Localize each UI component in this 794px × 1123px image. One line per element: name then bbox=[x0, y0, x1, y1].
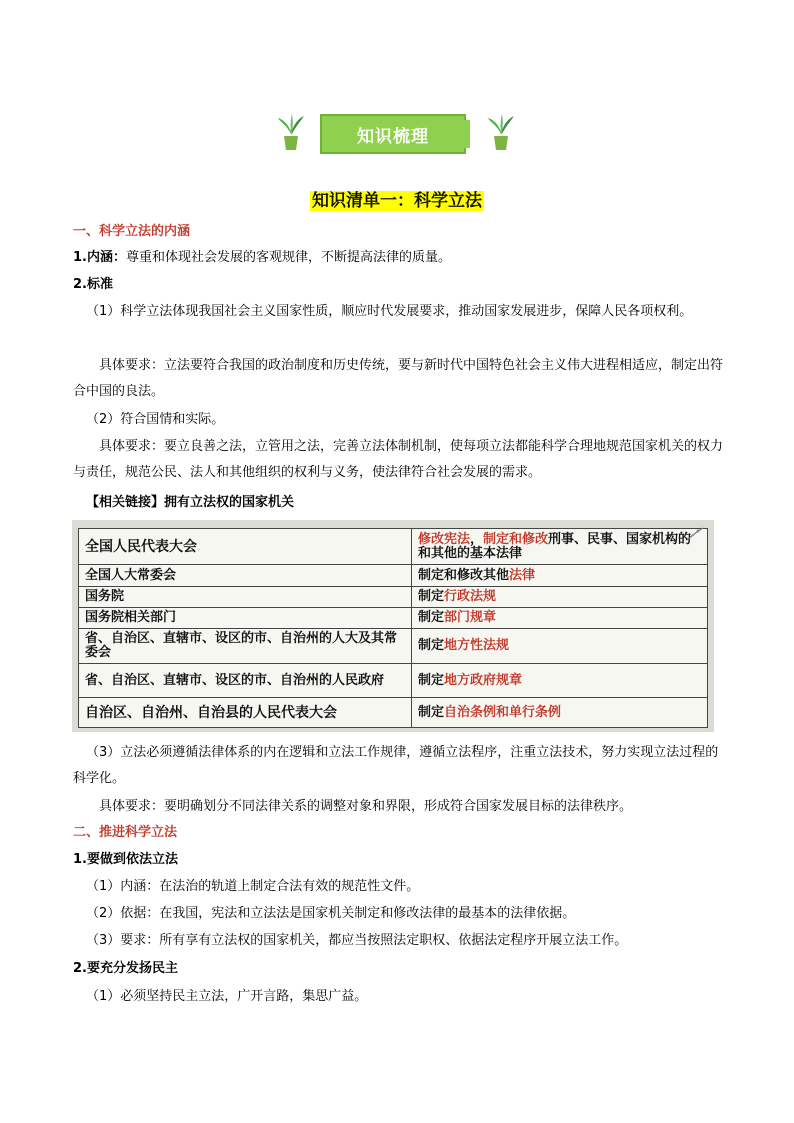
power-text: 制定 bbox=[418, 704, 445, 720]
related-link-label: 【相关链接】拥有立法权的国家机关 bbox=[86, 495, 295, 510]
table-cell-power bbox=[412, 698, 708, 728]
table-cell-power bbox=[412, 565, 708, 587]
lawful-legislation-item-1: （1）内涵：在法治的轨道上制定合法有效的规范性文件。 bbox=[86, 879, 420, 894]
table-cell-power bbox=[412, 629, 708, 664]
table-cell-org: 国务院相关部门 bbox=[79, 608, 412, 629]
potted-plant-icon bbox=[276, 112, 306, 152]
table-cell-power bbox=[412, 664, 708, 698]
power-highlight: 行政法规 bbox=[444, 589, 497, 604]
lawful-legislation-heading: 1.要做到依法立法 bbox=[73, 852, 178, 867]
table-cell-org: 全国人大常委会 bbox=[79, 565, 412, 587]
connotation-text: 尊重和体现社会发展的客观规律，不断提高法律的质量。 bbox=[125, 250, 451, 265]
lawful-legislation-item-2: （2）依据：在我国，宪法和立法法是国家机关制定和修改法律的最基本的法律依据。 bbox=[86, 906, 576, 921]
table-row bbox=[79, 698, 708, 728]
power-highlight: 修改宪法 bbox=[418, 531, 471, 547]
section-title bbox=[0, 186, 794, 211]
standard-2-requirement: 具体要求：要立良善之法，立管用之法，完善立法体制机制，使每项立法都能科学合理地规范国家机关的权力与责任，规范公民、法人和其他组织的权利与义务，使法律符合社会发展的需求。 bbox=[73, 439, 724, 480]
standard-3-requirement: 具体要求：要明确划分不同法律关系的调整对象和界限，形成符合国家发展目标的法律秩序。 bbox=[99, 799, 633, 814]
table-row bbox=[79, 587, 708, 608]
table-row bbox=[79, 608, 708, 629]
table-cell-org: 省、自治区、直辖市、设区的市、自治州的人民政府 bbox=[79, 664, 412, 698]
branch-decoration-icon bbox=[686, 526, 704, 542]
banner-title: 知识梳理 bbox=[357, 126, 429, 147]
power-highlight: 地方政府规章 bbox=[444, 672, 523, 688]
table-cell-org: 省、自治区、直辖市、设区的市、自治州的人大及其常委会 bbox=[79, 629, 412, 664]
part1-heading: 一、科学立法的内涵 bbox=[73, 224, 191, 239]
power-text: 刑事、民事、国家机构的和其他的基本法律 bbox=[418, 531, 692, 561]
power-highlight: 自治条例和单行条例 bbox=[444, 704, 562, 720]
standard-label: 2.标准 bbox=[73, 277, 113, 292]
democracy-item-1: （1）必须坚持民主立法，广开言路，集思广益。 bbox=[86, 989, 368, 1004]
part2-heading: 二、推进科学立法 bbox=[73, 825, 178, 840]
connotation-label: 1.内涵： bbox=[73, 250, 126, 265]
table-row bbox=[79, 629, 708, 664]
table-cell-org: 自治区、自治州、自治县的人民代表大会 bbox=[79, 698, 412, 728]
legislative-bodies-table-panel bbox=[72, 520, 714, 732]
standard-2: （2）符合国情和实际。 bbox=[86, 412, 225, 427]
section-banner bbox=[276, 112, 516, 160]
table-cell-power bbox=[412, 587, 708, 608]
table-cell-power bbox=[412, 529, 708, 565]
power-text: 制定 bbox=[418, 589, 445, 604]
power-highlight: 部门规章 bbox=[444, 610, 497, 625]
power-text: 制定 bbox=[418, 610, 445, 625]
standard-1-requirement: 具体要求：立法要符合我国的政治制度和历史传统，要与新时代中国特色社会主义伟大进程相适应，制定出符合中国的良法。 bbox=[73, 358, 724, 399]
power-highlight: 法律 bbox=[509, 567, 536, 583]
connotation-paragraph bbox=[73, 245, 723, 271]
power-highlight: 地方性法规 bbox=[444, 638, 510, 653]
table-row bbox=[79, 664, 708, 698]
table-row bbox=[79, 529, 708, 565]
power-highlight: 制定和修改 bbox=[483, 531, 549, 547]
power-text: ， bbox=[470, 531, 484, 547]
potted-plant-icon bbox=[486, 112, 516, 152]
standard-1: （1）科学立法体现我国社会主义国家性质，顺应时代发展要求，推动国家发展进步，保障人民各项权利。 bbox=[86, 304, 693, 319]
standard-3: （3）立法必须遵循法律体系的内在逻辑和立法工作规律，遵循立法程序，注重立法技术，努力实现立法过程的科学化。 bbox=[73, 745, 719, 786]
lawful-legislation-item-3: （3）要求：所有享有立法权的国家机关，都应当按照法定职权、依据法定程序开展立法工作。 bbox=[86, 933, 628, 948]
power-text: 制定和修改其他 bbox=[418, 567, 510, 583]
power-text: 制定 bbox=[418, 638, 445, 653]
power-text: 制定 bbox=[418, 672, 445, 688]
table-cell-org: 国务院 bbox=[79, 587, 412, 608]
table-cell-power bbox=[412, 608, 708, 629]
legislative-bodies-table bbox=[78, 528, 708, 728]
banner-title-box bbox=[320, 114, 466, 154]
table-cell-org: 全国人民代表大会 bbox=[79, 529, 412, 565]
table-row bbox=[79, 565, 708, 587]
democracy-heading: 2.要充分发扬民主 bbox=[73, 961, 178, 976]
section-title-text: 知识清单一：科学立法 bbox=[312, 191, 482, 211]
banner-tab bbox=[462, 120, 470, 148]
